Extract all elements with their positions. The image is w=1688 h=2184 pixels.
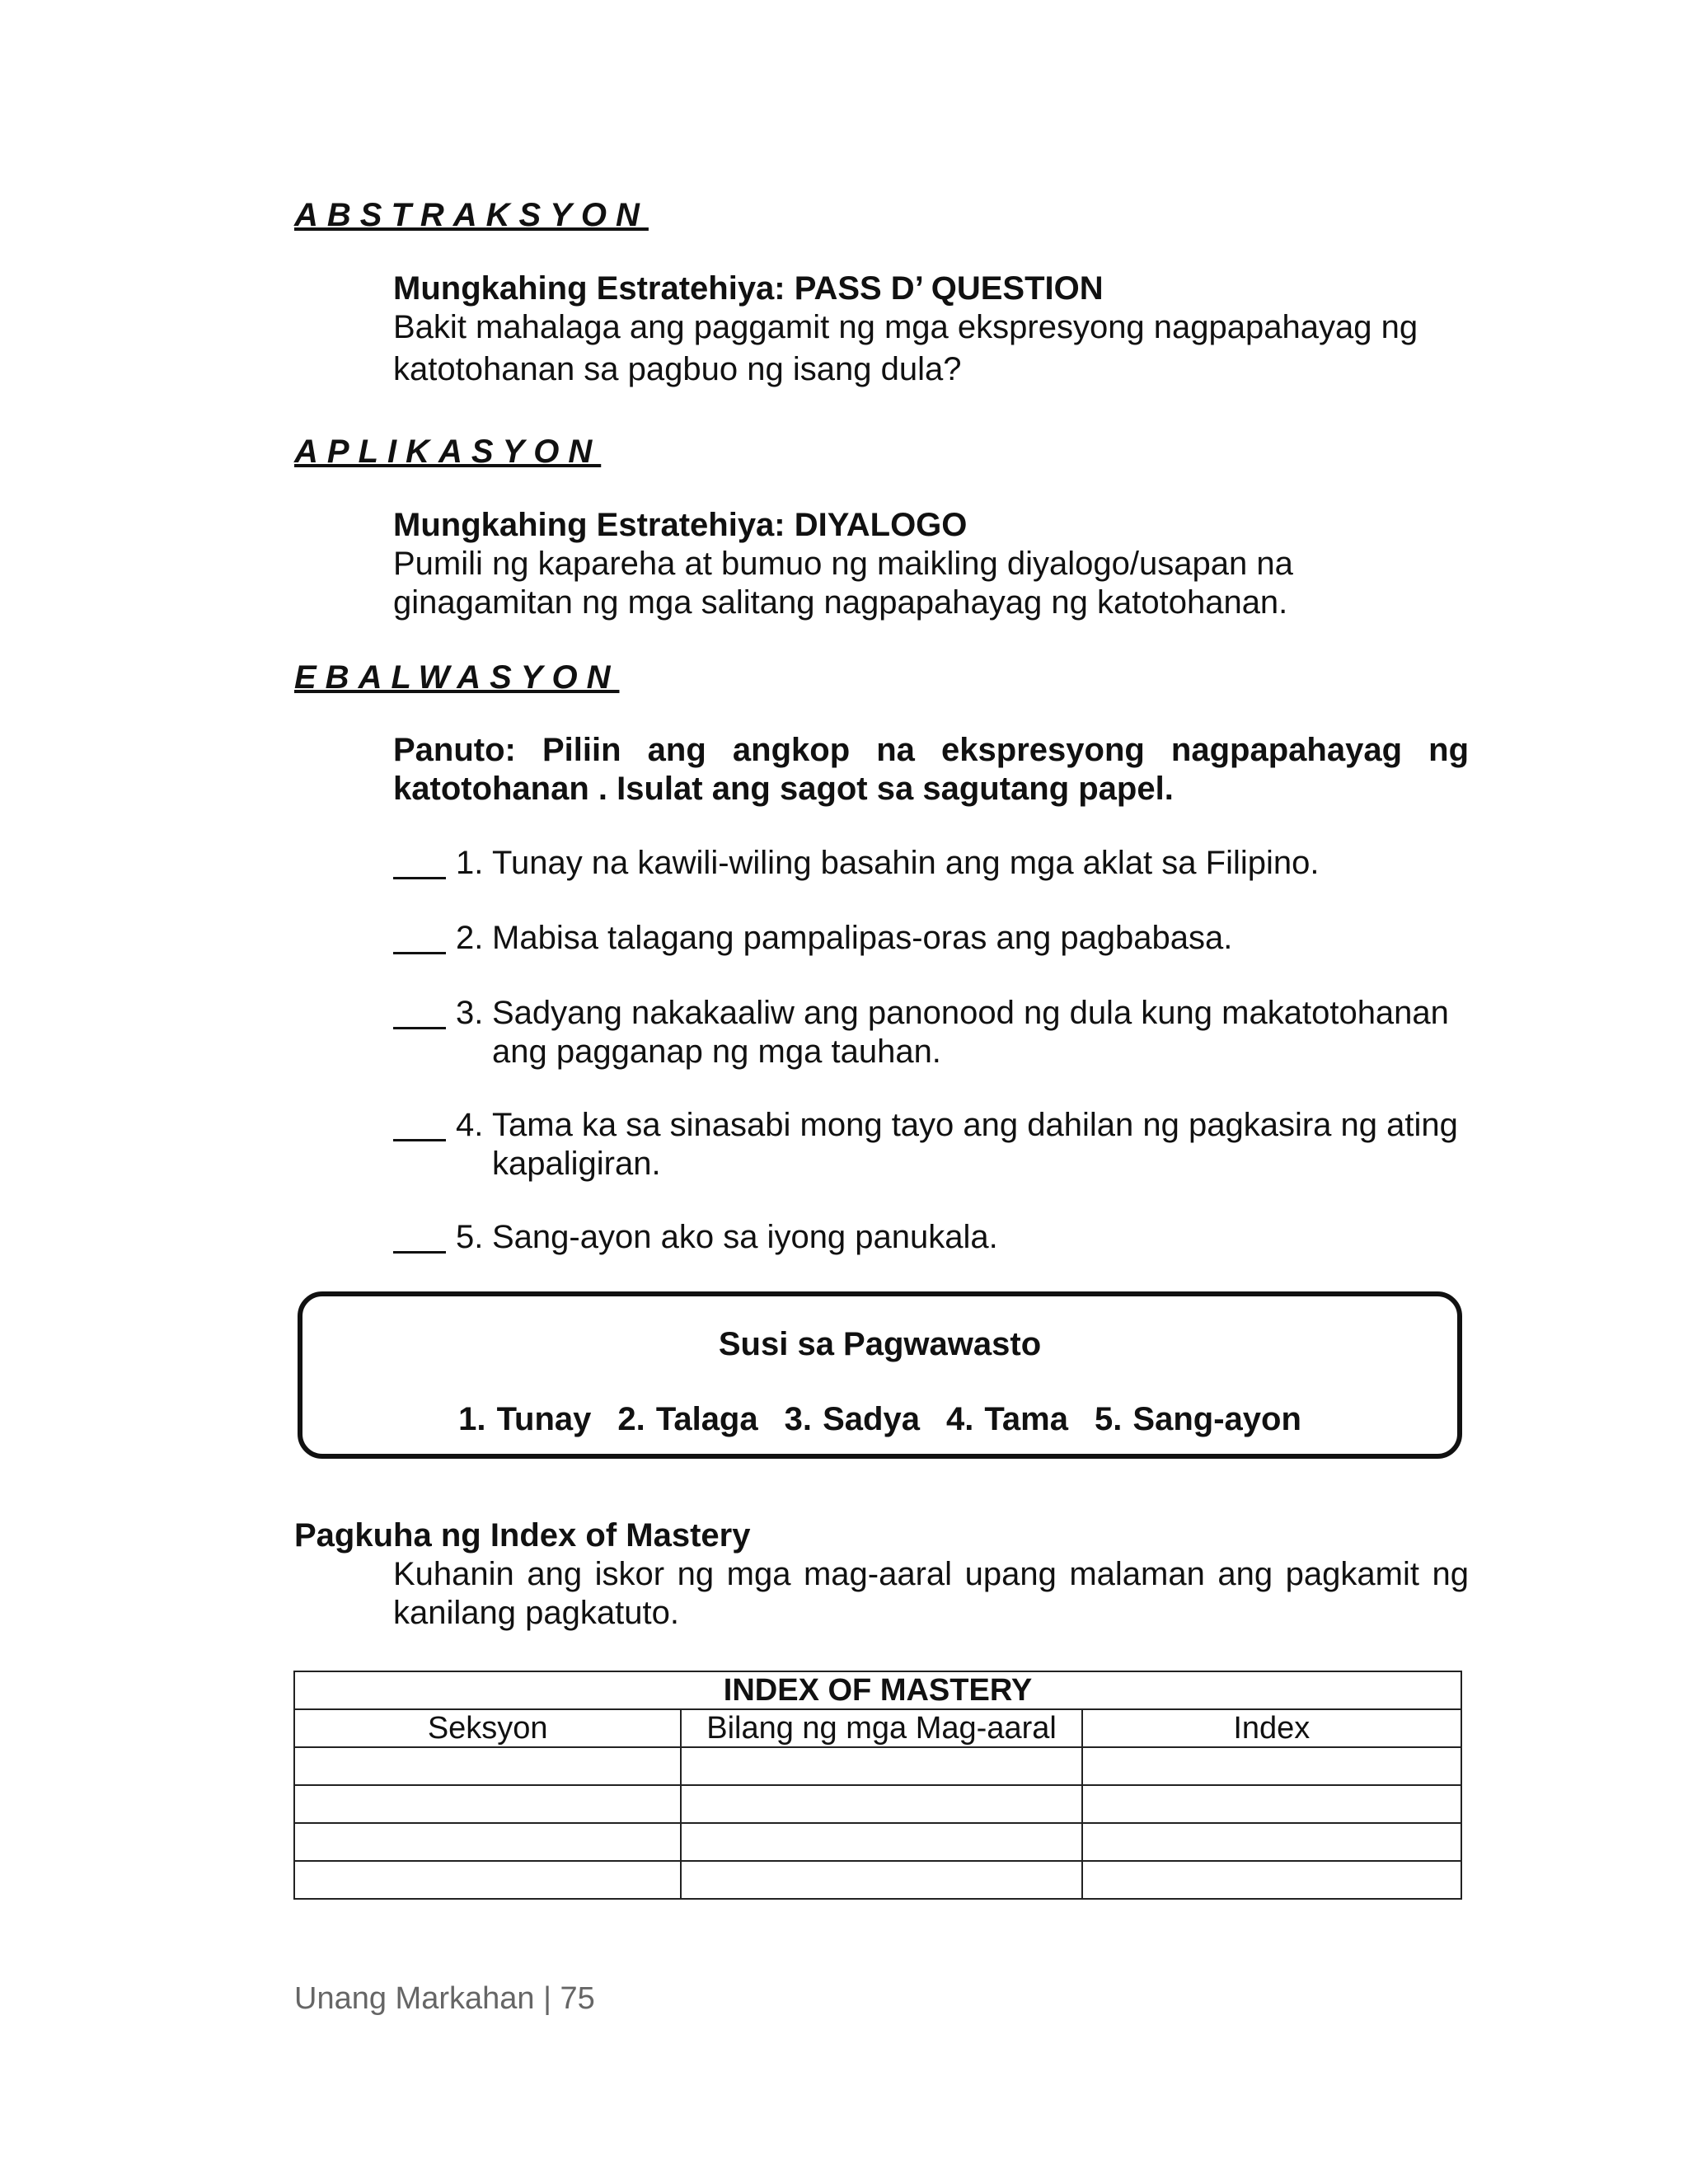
aplikasyon-heading: APLIKASYON bbox=[294, 434, 602, 470]
mastery-description: Kuhanin ang iskor ng mga mag-aaral upang malaman ang pagkamit ng kanilang pagkatuto. bbox=[393, 1556, 1469, 1631]
item-text: Mabisa talagang pampalipas-oras ang pagbabasa. bbox=[492, 920, 1233, 956]
answer-blank bbox=[393, 994, 446, 1029]
list-item bbox=[393, 994, 1489, 1071]
list-item bbox=[393, 1106, 1489, 1183]
abstraksyon-strategy: Mungkahing Estratehiya: PASS D’ QUESTION bbox=[393, 270, 1104, 307]
abstraksyon-heading: ABSTRAKSYON bbox=[294, 197, 649, 233]
table-row bbox=[294, 1785, 1461, 1823]
table-header-row bbox=[294, 1709, 1461, 1747]
answer-key-item: 3. Sadya bbox=[784, 1401, 920, 1437]
answer-key-box bbox=[298, 1291, 1462, 1459]
aplikasyon-text-line1: Pumili ng kapareha at bumuo ng maikling diyalogo/usapan na bbox=[393, 546, 1293, 582]
mastery-table-title: INDEX OF MASTERY bbox=[294, 1671, 1461, 1709]
answer-blank bbox=[393, 1106, 446, 1141]
abstraksyon-text-line2: katotohanan sa pagbuo ng isang dula? bbox=[393, 351, 962, 387]
aplikasyon-strategy: Mungkahing Estratehiya: DIYALOGO bbox=[393, 507, 968, 543]
answer-blank bbox=[393, 844, 446, 879]
list-item bbox=[393, 919, 1489, 958]
abstraksyon-body bbox=[393, 269, 1469, 389]
answer-key-item: 1. Tunay bbox=[458, 1401, 592, 1437]
answer-blank bbox=[393, 1218, 446, 1254]
table-cell bbox=[681, 1823, 1081, 1861]
table-cell bbox=[681, 1747, 1081, 1785]
item-text: Tama ka sa sinasabi mong tayo ang dahilan ng pagkasira ng ating kapaligiran. bbox=[492, 1107, 1458, 1182]
aplikasyon-text-line2: ginagamitan ng mga salitang nagpapahayag ng katotohanan. bbox=[393, 584, 1288, 621]
aplikasyon-body bbox=[393, 506, 1469, 622]
table-cell bbox=[294, 1823, 681, 1861]
abstraksyon-text-line1: Bakit mahalaga ang paggamit ng mga ekspresyong nagpapahayag ng bbox=[393, 309, 1418, 345]
item-number: 5. bbox=[456, 1219, 484, 1255]
answer-key-item: 2. Talaga bbox=[617, 1401, 758, 1437]
table-cell bbox=[1082, 1861, 1461, 1899]
table-row bbox=[294, 1861, 1461, 1899]
answer-key-item: 4. Tama bbox=[945, 1401, 1068, 1437]
item-number: 4. bbox=[456, 1107, 484, 1143]
table-row bbox=[294, 1747, 1461, 1785]
column-header: Bilang ng mga Mag-aaral bbox=[681, 1709, 1081, 1747]
list-item bbox=[393, 844, 1489, 883]
column-header: Seksyon bbox=[294, 1709, 681, 1747]
mastery-heading: Pagkuha ng Index of Mastery bbox=[294, 1517, 751, 1554]
item-number: 1. bbox=[456, 845, 484, 881]
list-item bbox=[393, 1218, 1489, 1257]
item-number: 3. bbox=[456, 995, 484, 1031]
answer-blank bbox=[393, 919, 446, 954]
ebalwasyon-instruction: Panuto: Piliin ang angkop na ekspresyong nagpapahayag ng katotohanan . Isulat ang sagot sa sagutang papel. bbox=[393, 732, 1469, 807]
table-cell bbox=[1082, 1785, 1461, 1823]
ebalwasyon-heading: EBALWASYON bbox=[294, 659, 620, 696]
item-text: Tunay na kawili-wiling basahin ang mga aklat sa Filipino. bbox=[492, 845, 1320, 881]
table-row bbox=[294, 1823, 1461, 1861]
answer-key-title: Susi sa Pagwawasto bbox=[718, 1326, 1042, 1362]
answer-key-list bbox=[302, 1401, 1457, 1438]
item-number: 2. bbox=[456, 920, 484, 956]
table-cell bbox=[681, 1785, 1081, 1823]
table-cell bbox=[294, 1785, 681, 1823]
table-cell bbox=[1082, 1747, 1461, 1785]
table-cell bbox=[294, 1747, 681, 1785]
table-title-row bbox=[294, 1671, 1461, 1709]
page-footer: Unang Markahan | 75 bbox=[294, 1981, 595, 2016]
item-text: Sadyang nakakaaliw ang panonood ng dula kung makatotohanan ang pagganap ng mga tauhan. bbox=[492, 995, 1449, 1070]
item-text: Sang-ayon ako sa iyong panukala. bbox=[492, 1219, 998, 1255]
column-header: Index bbox=[1082, 1709, 1461, 1747]
table-cell bbox=[1082, 1823, 1461, 1861]
answer-key-item: 5. Sang-ayon bbox=[1094, 1401, 1301, 1437]
table-cell bbox=[681, 1861, 1081, 1899]
mastery-table bbox=[293, 1671, 1462, 1900]
table-cell bbox=[294, 1861, 681, 1899]
